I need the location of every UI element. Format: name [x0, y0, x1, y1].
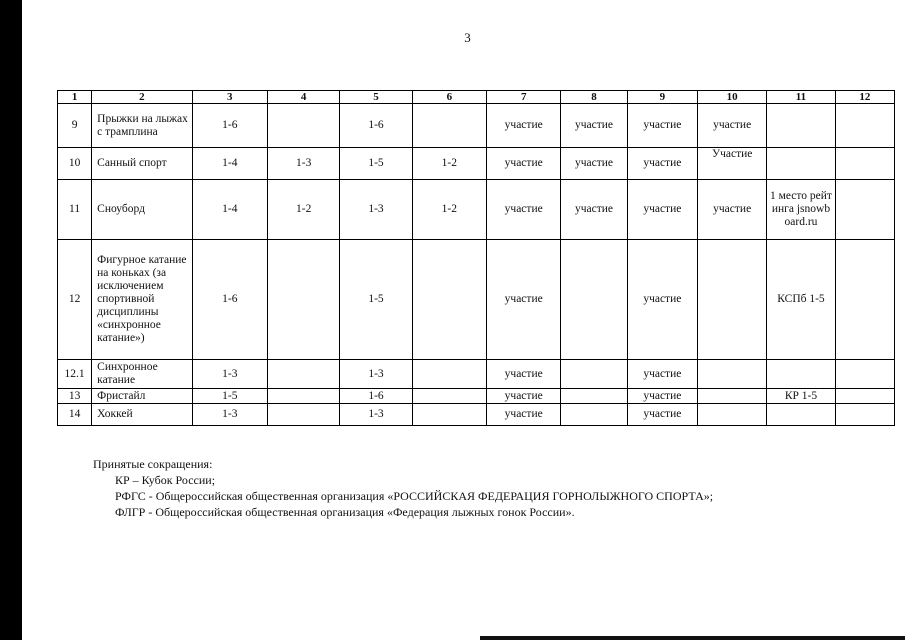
table-cell: участие — [561, 148, 627, 180]
page-number: 3 — [464, 30, 471, 45]
table-cell — [698, 404, 767, 426]
column-header: 11 — [767, 91, 835, 104]
table-cell — [561, 404, 627, 426]
sports-table — [57, 90, 895, 426]
table-cell — [698, 360, 767, 389]
table-cell — [835, 180, 894, 240]
sport-name: Прыжки на лыжах с трамплина — [92, 104, 192, 148]
table-cell: 1-6 — [340, 104, 412, 148]
column-header: 10 — [698, 91, 767, 104]
table-cell: 1-5 — [340, 240, 412, 360]
table-cell: участие — [627, 104, 697, 148]
table-cell — [561, 360, 627, 389]
table-cell: участие — [627, 389, 697, 404]
table-cell: КСПб 1-5 — [767, 240, 835, 360]
table-cell: 1-2 — [412, 148, 486, 180]
table-cell: 1-6 — [192, 104, 267, 148]
table-cell: участие — [487, 104, 561, 148]
notes-heading: Принятые сокращения: — [93, 457, 213, 471]
table-cell: участие — [487, 404, 561, 426]
table-cell — [561, 240, 627, 360]
table-cell — [835, 104, 894, 148]
row-number: 11 — [58, 180, 92, 240]
column-header: 5 — [340, 91, 412, 104]
table-cell — [412, 404, 486, 426]
sport-name: Синхронное катание — [92, 360, 192, 389]
table-cell: 1-4 — [192, 148, 267, 180]
scan-border-bottom — [480, 636, 905, 640]
table-cell — [835, 360, 894, 389]
table-cell: участие — [627, 360, 697, 389]
sport-name: Сноуборд — [92, 180, 192, 240]
table-row — [58, 360, 895, 389]
table-cell — [412, 104, 486, 148]
table-cell: участие — [561, 180, 627, 240]
table-cell: участие — [698, 104, 767, 148]
table-cell — [267, 389, 339, 404]
table-cell: 1-5 — [340, 148, 412, 180]
note-item: КР – Кубок России; — [115, 473, 216, 487]
table-cell: участие — [698, 180, 767, 240]
table-cell — [767, 104, 835, 148]
note-item: ФЛГР - Общероссийская общественная организация «Федерация лыжных гонок России». — [115, 505, 575, 519]
table-cell — [698, 240, 767, 360]
table-cell — [835, 404, 894, 426]
table-row — [58, 180, 895, 240]
row-number: 12 — [58, 240, 92, 360]
table-cell — [561, 389, 627, 404]
table-row — [58, 148, 895, 180]
abbreviations-notes — [93, 456, 713, 520]
table-cell: участие — [627, 180, 697, 240]
column-header: 8 — [561, 91, 627, 104]
row-number: 10 — [58, 148, 92, 180]
table-cell: 1-2 — [267, 180, 339, 240]
table-cell — [412, 389, 486, 404]
row-number: 14 — [58, 404, 92, 426]
table-cell: участие — [487, 389, 561, 404]
sport-name: Санный спорт — [92, 148, 192, 180]
sport-name: Фигурное катание на коньках (за исключением спортивной дисциплины «синхронное катание») — [92, 240, 192, 360]
table-cell — [835, 240, 894, 360]
table-header-row — [58, 91, 895, 104]
row-number: 9 — [58, 104, 92, 148]
table-cell — [267, 240, 339, 360]
table-cell: КР 1-5 — [767, 389, 835, 404]
table-cell: участие — [627, 240, 697, 360]
table-cell: участие — [487, 180, 561, 240]
table-cell: участие — [487, 360, 561, 389]
column-header: 7 — [487, 91, 561, 104]
table-cell: 1-6 — [340, 389, 412, 404]
column-header: 3 — [192, 91, 267, 104]
table-cell: Участие — [698, 148, 767, 180]
note-item: РФГС - Общероссийская общественная организация «РОССИЙСКАЯ ФЕДЕРАЦИЯ ГОРНОЛЫЖНОГО СПОРТА»; — [115, 489, 714, 503]
row-number: 12.1 — [58, 360, 92, 389]
sport-name: Хоккей — [92, 404, 192, 426]
table-row — [58, 104, 895, 148]
table-cell — [267, 104, 339, 148]
column-header: 4 — [267, 91, 339, 104]
column-header: 6 — [412, 91, 486, 104]
column-header: 9 — [627, 91, 697, 104]
table-cell: участие — [487, 240, 561, 360]
table-cell: участие — [487, 148, 561, 180]
table-cell: 1-3 — [340, 360, 412, 389]
scan-border-left — [0, 0, 22, 640]
table-cell: участие — [627, 148, 697, 180]
table-cell: 1-3 — [267, 148, 339, 180]
row-number: 13 — [58, 389, 92, 404]
table-cell: 1-3 — [340, 404, 412, 426]
sport-name: Фристайл — [92, 389, 192, 404]
table-row — [58, 389, 895, 404]
table-cell — [267, 360, 339, 389]
table-cell: 1-3 — [192, 404, 267, 426]
table-cell — [267, 404, 339, 426]
table-cell: участие — [627, 404, 697, 426]
column-header: 1 — [58, 91, 92, 104]
table-cell: 1-6 — [192, 240, 267, 360]
table-row — [58, 404, 895, 426]
table-cell: 1-4 — [192, 180, 267, 240]
table-cell — [767, 148, 835, 180]
column-header: 12 — [835, 91, 894, 104]
table-cell: 1-3 — [340, 180, 412, 240]
table-cell: 1 место рейтинга jsnowboard.ru — [767, 180, 835, 240]
table-cell: 1-5 — [192, 389, 267, 404]
table-cell: 1-3 — [192, 360, 267, 389]
table-cell — [835, 389, 894, 404]
table-row — [58, 240, 895, 360]
table-cell: 1-2 — [412, 180, 486, 240]
table-cell — [767, 404, 835, 426]
table-cell: участие — [561, 104, 627, 148]
table-cell — [698, 389, 767, 404]
table-cell — [412, 360, 486, 389]
table-cell — [412, 240, 486, 360]
column-header: 2 — [92, 91, 192, 104]
table-cell — [835, 148, 894, 180]
table-cell — [767, 360, 835, 389]
